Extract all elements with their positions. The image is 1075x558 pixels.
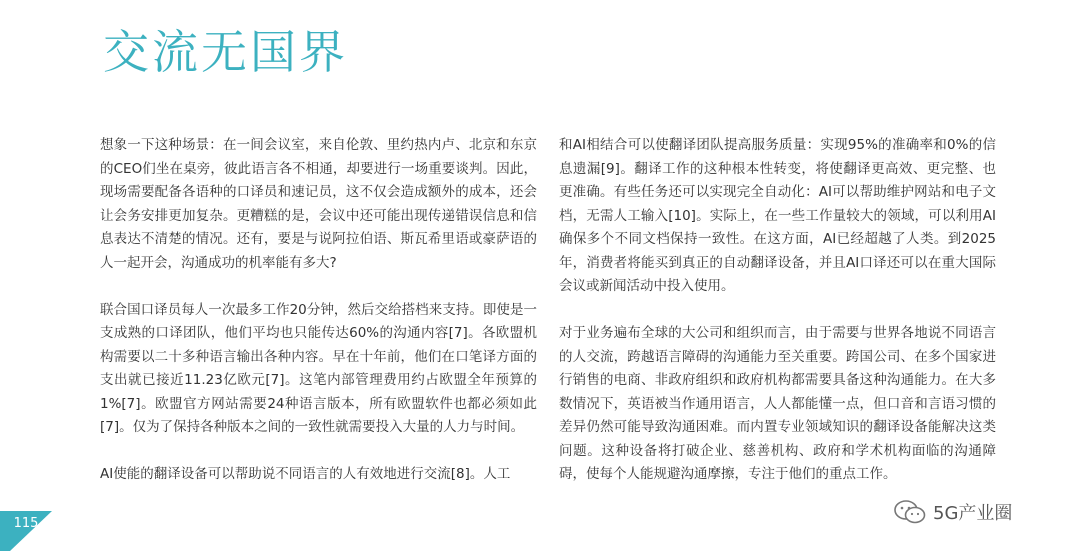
paragraph: 和AI相结合可以使翻译团队提高服务质量：实现95%的准确率和0%的信息遗漏[9]。翻译工作的这种根本性转变，将使翻译更高效、更完整、也更准确。有些任务还可以实现完全自动化：AI可以帮助维护网站和电子文档，无需人工输入[10]。实际上，在一些工作量较大的领域，可以利用AI确保多个不同文档保持一致性。在这方面，AI已经超越了人类。到2025年，消费者将能买到真正的自动翻译设备，并且AI口译还可以在重大国际会议或新闻活动中投入使用。 bbox=[559, 137, 996, 294]
paragraph: 想象一下这种场景：在一间会议室，来自伦敦、里约热内卢、北京和东京的CEO们坐在桌旁，彼此语言各不相通，却要进行一场重要谈判。因此，现场需要配备各语种的口译员和速记员，这不仅会造成额外的成本，还会让会务安排更加复杂。更糟糕的是，会议中还可能出现传递错误信息和信息表达不清楚的情况。还有，要是与说阿拉伯语、斯瓦希里语或豪萨语的人一起开会，沟通成功的机率能有多大? bbox=[100, 137, 537, 271]
right-column bbox=[559, 134, 996, 510]
left-column bbox=[100, 134, 537, 510]
watermark-text: 5G产业圈 bbox=[933, 503, 1013, 524]
page-number: 115 bbox=[13, 516, 39, 531]
paragraph: 对于业务遍布全球的大公司和组织而言，由于需要与世界各地说不同语言的人交流，跨越语言障碍的沟通能力至关重要。跨国公司、在多个国家进行销售的电商、非政府组织和政府机构都需要具备这种沟通能力。在大多数情况下，英语被当作通用语言，人人都能懂一点，但口音和言语习惯的差异仍然可能导致沟通困难。而内置专业领域知识的翻译设备能解决这类问题。这种设备将打破企业、慈善机构、政府和学术机构面临的沟通障碍，使每个人能规避沟通摩擦，专注于他们的重点工作。 bbox=[559, 325, 996, 482]
wechat-icon bbox=[893, 499, 927, 525]
watermark bbox=[893, 497, 1012, 527]
paragraph: AI使能的翻译设备可以帮助说不同语言的人有效地进行交流[8]。人工 bbox=[100, 466, 511, 482]
paragraph: 联合国口译员每人一次最多工作20分钟，然后交给搭档来支持。即使是一支成熟的口译团队，他们平均也只能传达60%的沟通内容[7]。各欧盟机构需要以二十多种语言输出各种内容。早在十年前，他们在口笔译方面的支出就已接近11.23亿欧元[7]。这笔内部管理费用约占欧盟全年预算的1%[7]。欧盟官方网站需要24种语言版本，所有欧盟软件也都必须如此[7]。仅为了保持各种版本之间的一致性就需要投入大量的人力与时间。 bbox=[100, 301, 537, 435]
page-title: 交流无国界 bbox=[103, 25, 348, 79]
